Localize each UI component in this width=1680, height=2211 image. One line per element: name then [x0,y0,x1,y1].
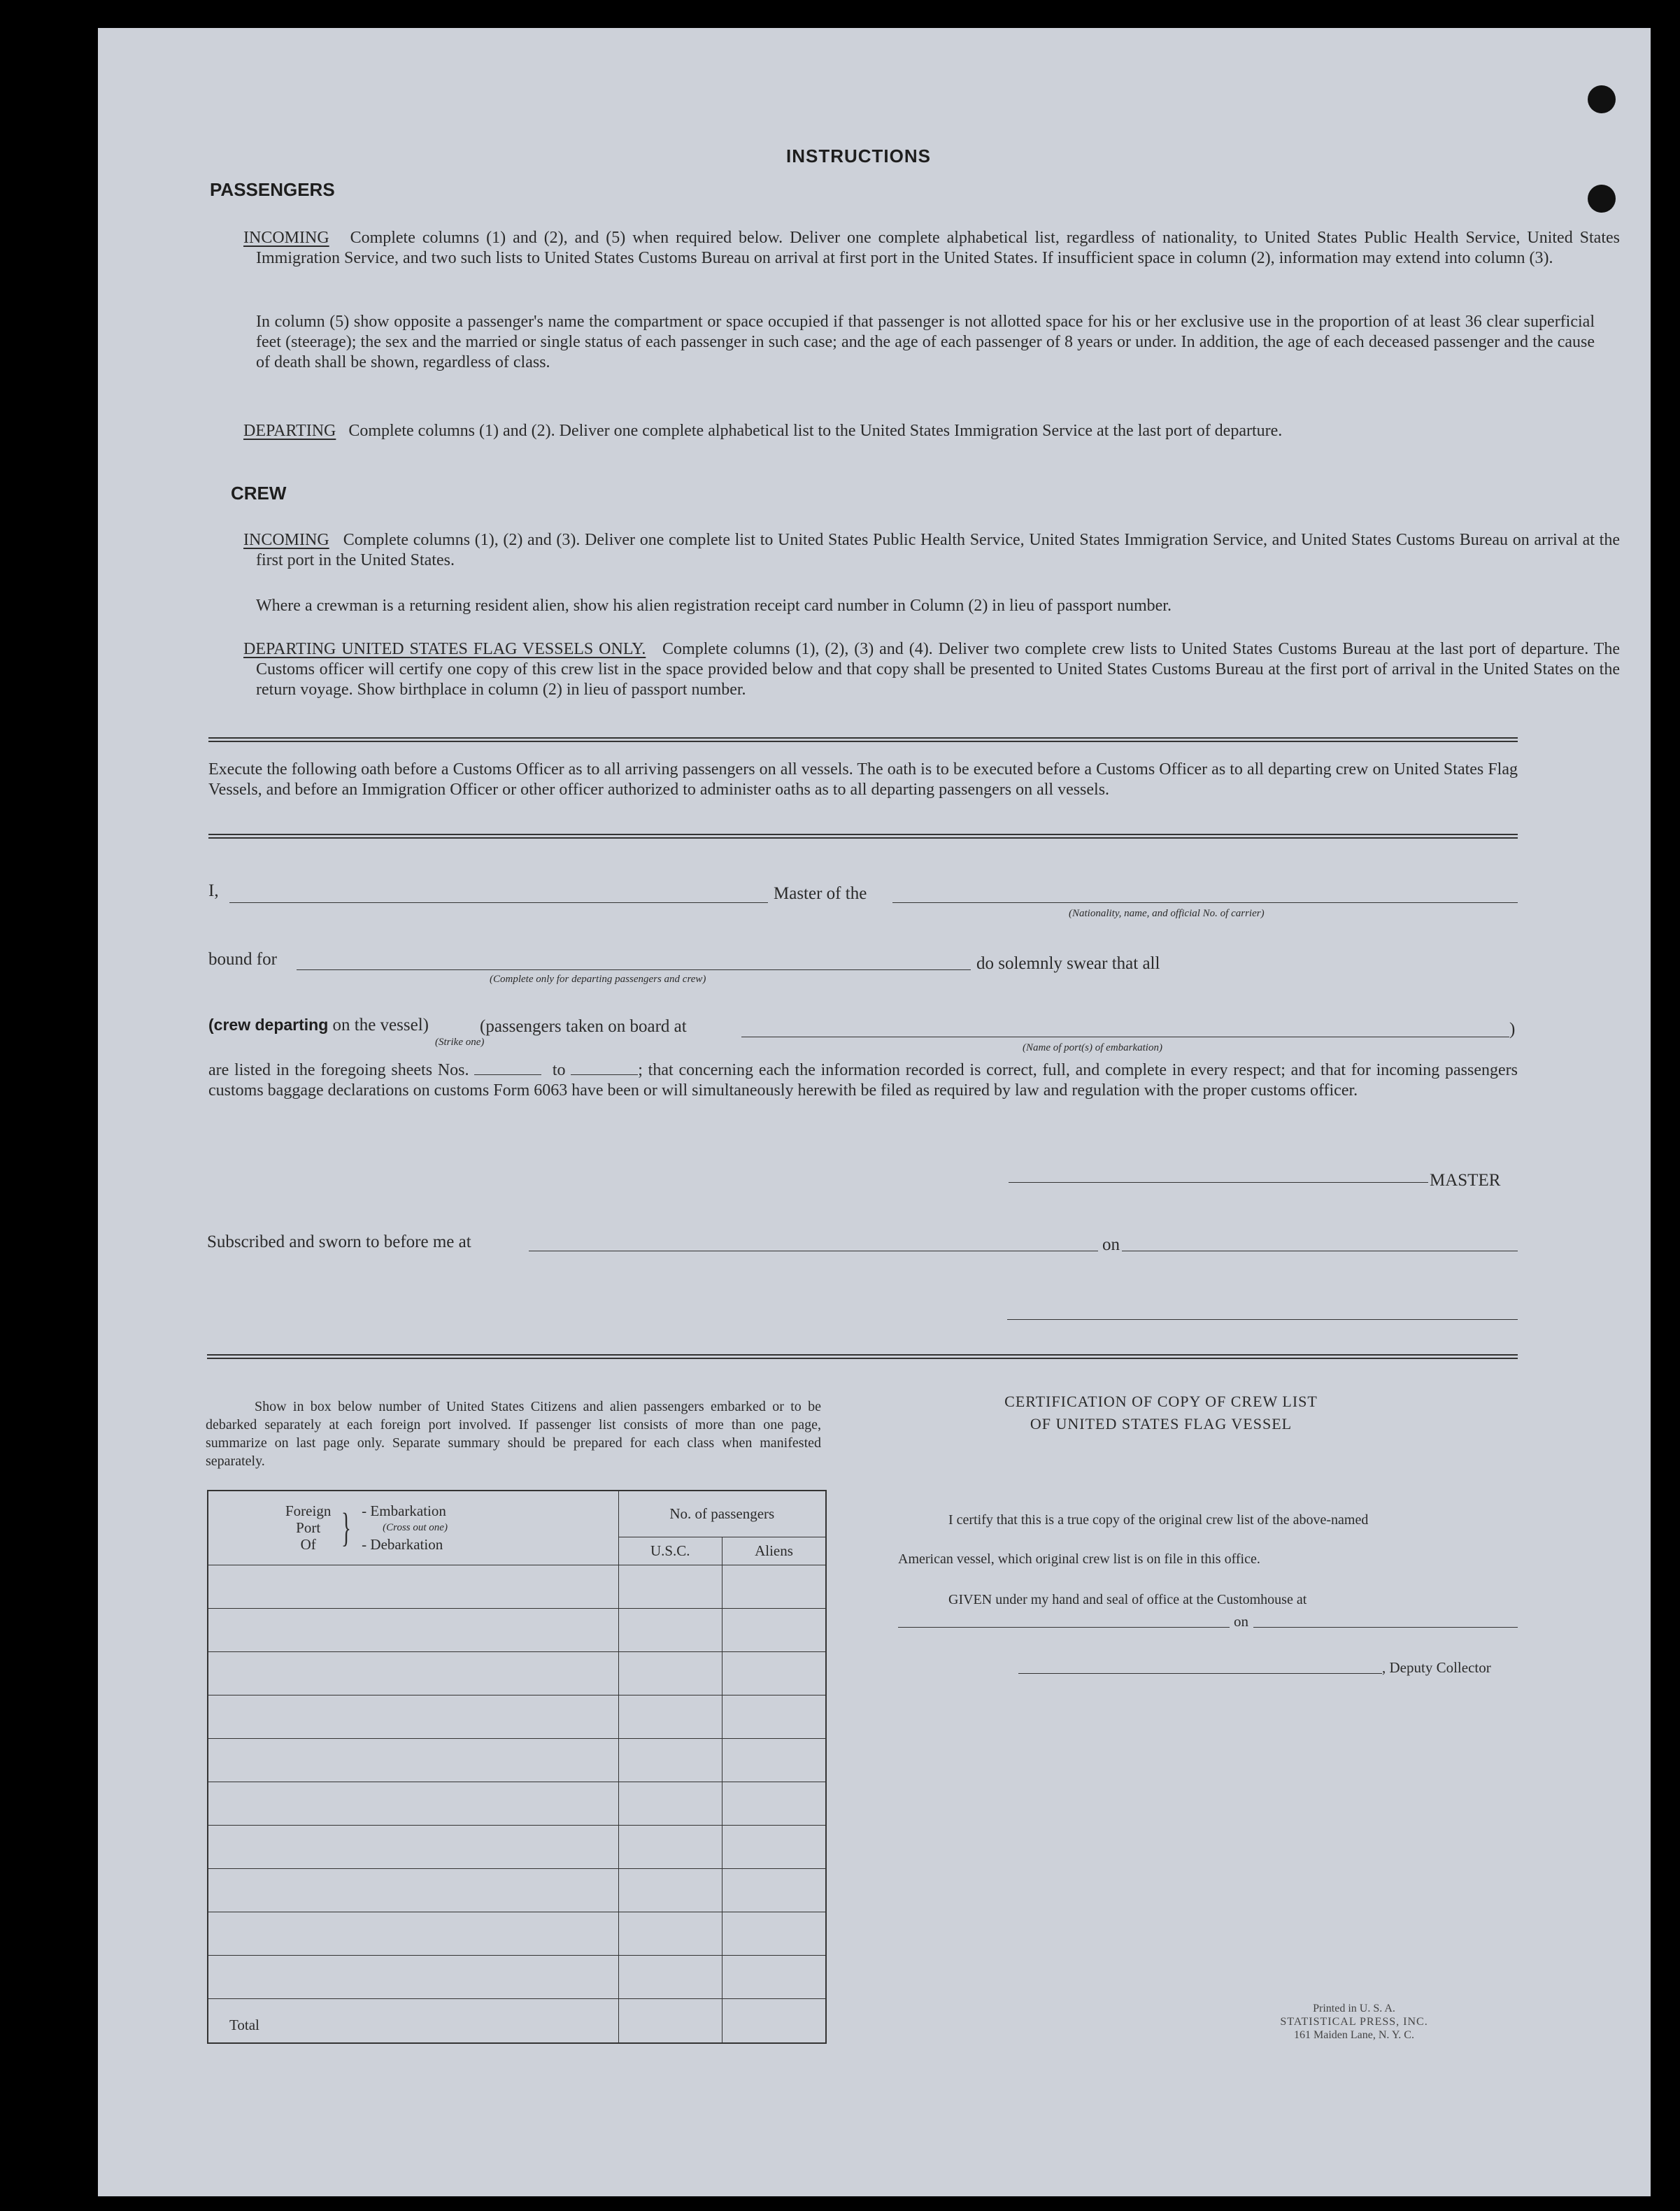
close-paren: ) [1509,1020,1516,1039]
aliens-cell[interactable] [722,1868,826,1912]
listed-paragraph [208,1060,1518,1101]
master-name-field[interactable] [229,902,768,903]
usc-cell[interactable] [618,1608,722,1651]
on-vessel-label: on the vessel) [332,1016,429,1035]
port-cell[interactable] [208,1695,618,1738]
aliens-cell[interactable] [722,1565,826,1608]
form-sheet [98,28,1651,2196]
printer-line3: 161 Maiden Lane, N. Y. C. [1294,2029,1414,2041]
aliens-header: Aliens [722,1537,826,1565]
summary-table [207,1490,827,2044]
strike-one-caption: (Strike one) [435,1037,485,1048]
passengers-incoming-paragraph [231,228,1620,269]
port-caption: (Name of port(s) of embarkation) [1023,1042,1162,1053]
subscribed-label: Subscribed and sworn to before me at [207,1232,471,1251]
crew-heading: CREW [231,483,287,504]
crew-incoming-paragraph [231,530,1620,571]
usc-cell[interactable] [618,1695,722,1738]
crew-departing-label: DEPARTING UNITED STATES FLAG VESSELS ONLY. [243,640,646,658]
aliens-cell[interactable] [722,1825,826,1868]
listed-label: are listed in the foregoing sheets Nos. [208,1061,469,1079]
usc-cell[interactable] [618,1565,722,1608]
passengers-incoming-text: Complete columns (1) and (2), and (5) when required below. Deliver one complete alphabetical list, regardless of nationality, to United States Public Health Service, United States Immigration Service, and two such lists to United States Customs Bureau on arrival at first port in the United States. If insufficient space in column (2), information may extend into column (3). [256,229,1620,267]
no-passengers-header: No. of passengers [618,1491,826,1537]
port-cell[interactable] [208,1782,618,1825]
aliens-cell[interactable] [722,1782,826,1825]
subscribed-on-label: on [1102,1235,1120,1254]
crew-departing-text: Complete columns (1), (2), (3) and (4). Deliver two complete crew lists to United States Customs Bureau at the last port of departure. The Customs officer will certify one copy of this crew list in the space provided below and that copy shall be presented to United States Customs Bureau at the first port of arrival in the United States on the return voyage. Show birthplace in column (2) in lieu of passport number. [256,640,1620,699]
sheet-to-field[interactable] [571,1062,638,1075]
usc-cell[interactable] [618,1955,722,1998]
foreign-label: Foreign [285,1502,332,1520]
certification-on-label: on [1234,1613,1248,1630]
usc-cell[interactable] [618,1868,722,1912]
bound-for-label: bound for [208,950,277,969]
divider [208,834,1518,839]
aliens-cell[interactable] [722,1695,826,1738]
summary-table-box [207,1490,827,2044]
port-cell[interactable] [208,1868,618,1912]
aliens-cell[interactable] [722,1738,826,1782]
usc-total-cell[interactable] [618,1998,722,2043]
aliens-cell[interactable] [722,1608,826,1651]
foreign-port-header [208,1491,618,1565]
port-cell[interactable] [208,1955,618,1998]
passengers-heading: PASSENGERS [210,179,335,200]
sheet-from-field[interactable] [474,1062,541,1075]
swear-label: do solemnly swear that all [976,954,1160,973]
passengers-departing-paragraph [231,421,1620,441]
crew-departing-paragraph [231,639,1620,700]
certification-title-line1: CERTIFICATION OF COPY OF CREW LIST [1004,1393,1318,1410]
port-label: Port [296,1519,321,1537]
brace-icon: } [341,1505,352,1551]
certify-line2: American vessel, which original crew list is on file in this office. [898,1551,1260,1567]
resident-alien-paragraph: Where a crewman is a returning resident alien, show his alien registration receipt card number in Column (2) in lieu of passport number. [256,597,1172,615]
punch-hole [1588,185,1616,213]
certification-title-line2: OF UNITED STATES FLAG VESSEL [1030,1415,1293,1432]
port-cell[interactable] [208,1651,618,1695]
bound-for-caption: (Complete only for departing passengers and crew) [490,974,706,985]
passengers-departing-label: DEPARTING [243,422,336,440]
crew-departing-label: (crew departing [208,1016,329,1034]
total-label: Total [208,1998,618,2043]
punch-hole [1588,85,1616,113]
debarkation-option[interactable]: - Debarkation [362,1536,443,1554]
given-line: GIVEN under my hand and seal of office at the Customhouse at [948,1592,1307,1607]
master-signature-field[interactable] [1009,1182,1428,1183]
aliens-total-cell[interactable] [722,1998,826,2043]
port-cell[interactable] [208,1565,618,1608]
column5-paragraph: In column (5) show opposite a passenger's name the compartment or space occupied if that passenger is not allotted space for his or her exclusive use in the proportion of at least 36 clear superficial feet (steerage); the sex and the married or single status of each passenger in such case; and the age of each passenger of 8 years or under. In addition, the age of each deceased passenger and the cause of death shall be shown, regardless of class. [256,313,1595,371]
carrier-caption: (Nationality, name, and official No. of carrier) [1069,908,1265,919]
oath-i-label: I, [208,881,219,900]
carrier-field[interactable] [892,902,1518,903]
listed-text: ; that concerning each the information recorded is correct, full, and complete in every respect; and that for incoming passengers customs baggage declarations on customs Form 6063 have been or will simultaneously herewith be filed as required by law and regulation with the proper customs officer. [208,1061,1518,1100]
passengers-incoming-label: INCOMING [243,229,329,247]
passengers-taken-option[interactable]: (passengers taken on board at [480,1017,687,1036]
aliens-cell[interactable] [722,1912,826,1955]
usc-header: U.S.C. [618,1537,722,1565]
certification-title [902,1391,1420,1435]
port-cell[interactable] [208,1608,618,1651]
printer-imprint [1256,2002,1452,2042]
certification-date-field[interactable] [1253,1627,1518,1628]
customhouse-field[interactable] [898,1627,1230,1628]
cross-out-caption: (Cross out one) [383,1522,448,1534]
divider [207,1354,1518,1359]
summary-instruction: Show in box below number of United States Citizens and alien passengers embarked or to be debarked separately at each foreign port involved. If passenger list consists of more than one page, summarize on last page only. Separate summary should be prepared for each class when manifested separately. [206,1399,821,1469]
usc-cell[interactable] [618,1912,722,1955]
bound-for-field[interactable] [297,969,971,970]
divider [208,737,1518,742]
usc-cell[interactable] [618,1738,722,1782]
of-label: Of [300,1536,316,1554]
officer-signature-field[interactable] [1007,1319,1518,1320]
crew-incoming-text: Complete columns (1), (2) and (3). Deliver one complete list to United States Public Health Service, United States Immigration Service, and United States Customs Bureau on arrival at the first port in the United States. [256,531,1621,569]
certify-line1: I certify that this is a true copy of the original crew list of the above-named [948,1512,1369,1528]
passengers-departing-text: Complete columns (1) and (2). Deliver one complete alphabetical list to the United States Immigration Service at the last port of departure. [348,422,1283,440]
deputy-signature-field[interactable] [1018,1673,1382,1674]
embarkation-option[interactable]: - Embarkation [362,1502,446,1520]
printer-line2: STATISTICAL PRESS, INC. [1280,2016,1428,2028]
aliens-cell[interactable] [722,1955,826,1998]
crew-incoming-label: INCOMING [243,531,329,549]
page-title: INSTRUCTIONS [786,145,931,166]
port-cell[interactable] [208,1912,618,1955]
usc-cell[interactable] [618,1651,722,1695]
crew-departing-option[interactable] [208,1016,429,1035]
master-label: MASTER [1430,1171,1501,1190]
printer-line1: Printed in U. S. A. [1313,2003,1395,2014]
port-cell[interactable] [208,1825,618,1868]
usc-cell[interactable] [618,1825,722,1868]
master-of-the-label: Master of the [774,884,867,903]
aliens-cell[interactable] [722,1651,826,1695]
to-label: to [552,1061,566,1079]
deputy-collector-label: , Deputy Collector [1382,1659,1491,1676]
usc-cell[interactable] [618,1782,722,1825]
port-cell[interactable] [208,1738,618,1782]
oath-instruction: Execute the following oath before a Customs Officer as to all arriving passengers on all vessels. The oath is to be executed before a Customs Officer as to all departing crew on United States Flag Vessels, and before an Immigration Officer or other officer authorized to administer oaths as to all departing passengers on all vessels. [208,760,1518,799]
